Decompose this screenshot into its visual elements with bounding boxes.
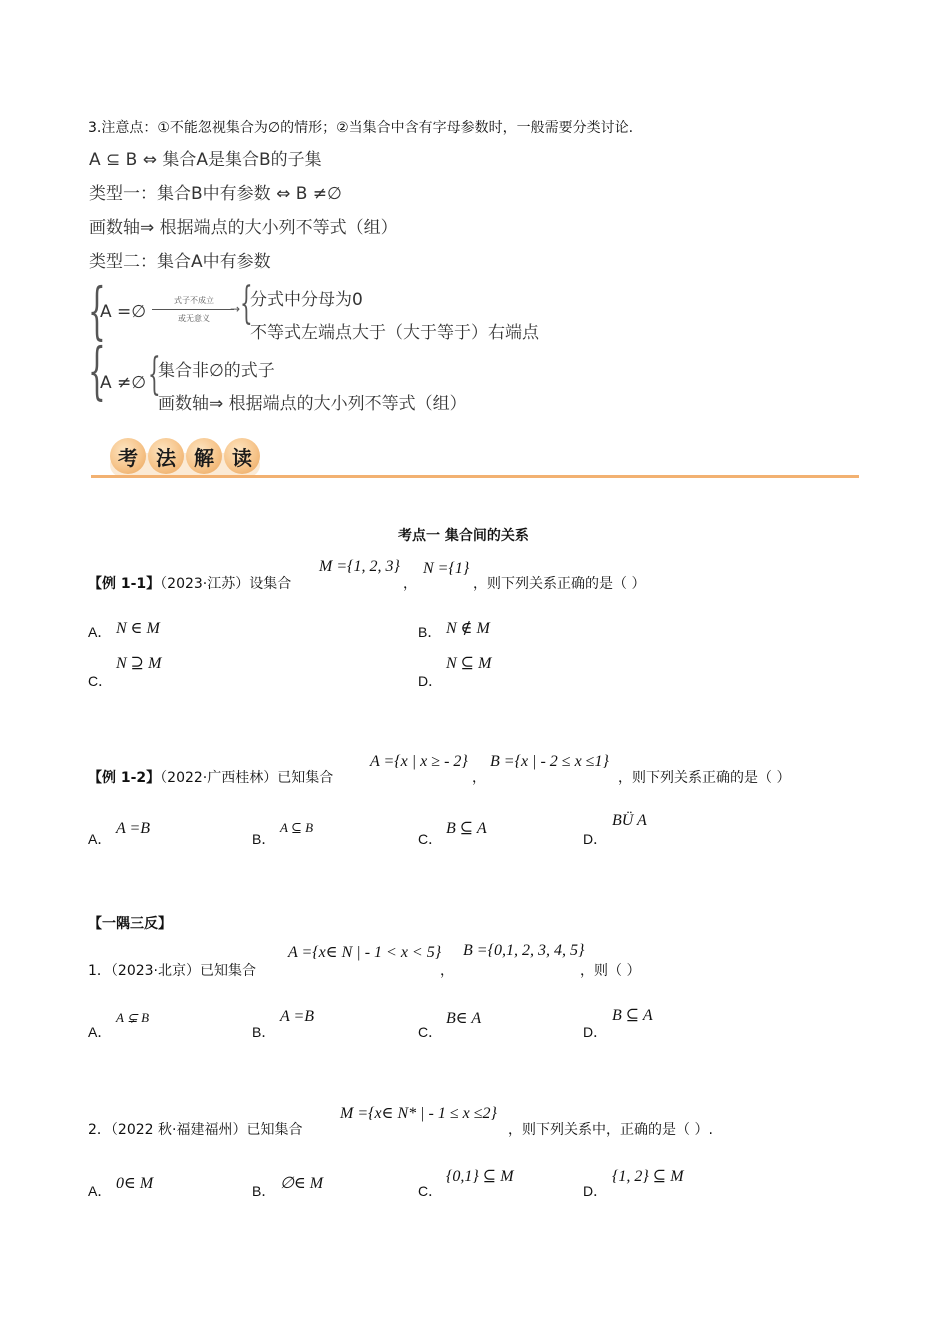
q1-tail: ，则（ ）: [580, 963, 641, 979]
q2-stem: [88, 1119, 302, 1139]
case-empty-item-2: 不等式左端点大于（大于等于）右端点: [250, 323, 539, 343]
option-d-expr: N ⊆ M: [446, 655, 492, 672]
option-b-label[interactable]: B．: [252, 1024, 276, 1040]
option-a-expr: A =B: [116, 820, 151, 837]
section-title: 考点一 集合间的关系: [398, 528, 529, 544]
example-source: （2022·广西桂林）已知集合: [160, 770, 334, 786]
banner-char-2: 法: [148, 438, 184, 474]
condition-arrow: [148, 296, 240, 324]
q1-stem: [88, 960, 256, 980]
set-m-expr: M ={1, 2, 3}: [319, 558, 400, 575]
option-b-expr: A ⊆ B: [280, 820, 314, 835]
practice-heading: 【一隅三反】: [88, 916, 172, 932]
option-b-label[interactable]: B．: [418, 624, 442, 640]
caution-note: 3.注意点：①不能忽视集合为∅的情形；②当集合中含有字母参数时，一般需要分类讨论.: [88, 120, 634, 136]
case-empty-item-1: 分式中分母为0: [250, 290, 363, 310]
q1-set-b-expr: B ={0,1, 2, 3, 4, 5}: [463, 942, 585, 959]
outer-brace: {: [88, 274, 106, 347]
arrow-label-top: 式子不成立: [174, 296, 214, 305]
option-d-expr: {1, 2} ⊆ M: [612, 1168, 684, 1185]
option-c-label[interactable]: C．: [88, 673, 113, 689]
empty-case-brace: {: [240, 278, 253, 329]
case-nonempty-item-2: 画数轴⇒ 根据端点的大小列不等式（组）: [158, 394, 467, 414]
nonempty-case-brace: {: [148, 349, 161, 400]
option-b-expr: A =B: [280, 1008, 315, 1025]
option-a-label[interactable]: A．: [88, 1183, 112, 1199]
q2-tail: ，则下列关系中，正确的是（ ）.: [508, 1122, 713, 1138]
option-c-expr: N ⊇ M: [116, 655, 162, 672]
option-b-expr: N ∉ M: [446, 620, 490, 637]
arrow-label-bottom: 或无意义: [178, 314, 210, 323]
separator: ，: [440, 963, 454, 979]
example-tag: 【例 1-2】: [88, 770, 161, 786]
option-b-expr: ∅∈ M: [280, 1175, 324, 1192]
case-empty-label: A =∅: [100, 302, 147, 322]
set-n-expr: N ={1}: [423, 560, 470, 577]
option-a-label[interactable]: A．: [88, 1024, 112, 1040]
question-number: 1．: [88, 963, 111, 979]
question-source: （2023·北京）已知集合: [110, 963, 257, 979]
example-1-2-tag: [88, 767, 333, 787]
question-number: 2．: [88, 1122, 111, 1138]
banner-char-3: 解: [186, 438, 222, 474]
example-1-2-tail: ，则下列关系正确的是（ ）: [618, 770, 791, 786]
set-a-expr: A ={x | x ≥ - 2}: [370, 753, 468, 770]
option-a-label[interactable]: A．: [88, 624, 112, 640]
separator: ，: [472, 770, 486, 786]
case-nonempty-item-1: 集合非∅的式子: [158, 361, 275, 381]
option-a-expr: A ⊊ B: [116, 1010, 150, 1025]
subset-definition: A ⊆ B ⇔ 集合A是集合B的子集: [89, 150, 322, 170]
type-two-note: 类型二：集合A中有参数: [89, 252, 271, 272]
outer-brace-lower: {: [88, 334, 106, 407]
set-b-expr: B ={x | - 2 ≤ x ≤1}: [490, 753, 609, 770]
option-d-label[interactable]: D．: [583, 1024, 608, 1040]
type-one-note: 类型一：集合B中有参数 ⇔ B ≠∅: [89, 184, 342, 204]
q2-set-m-expr: M ={x∈ N* | - 1 ≤ x ≤2}: [340, 1105, 497, 1122]
option-c-expr: B∈ A: [446, 1010, 482, 1027]
example-source: （2023·江苏）设集合: [160, 576, 292, 592]
option-d-label[interactable]: D．: [418, 673, 443, 689]
example-1-1-tag: [88, 573, 291, 593]
number-line-note: 画数轴⇒ 根据端点的大小列不等式（组）: [89, 218, 398, 238]
option-c-expr: B ⊆ A: [446, 820, 487, 837]
banner-char-1: 考: [110, 438, 146, 474]
question-source: （2022 秋·福建福州）已知集合: [110, 1122, 303, 1138]
example-tag: 【例 1-1】: [88, 576, 161, 592]
option-a-expr: N ∈ M: [116, 620, 160, 637]
option-d-label[interactable]: D．: [583, 831, 608, 847]
option-b-label[interactable]: B．: [252, 1183, 276, 1199]
option-c-label[interactable]: C．: [418, 1024, 443, 1040]
option-a-expr: 0∈ M: [116, 1175, 154, 1192]
case-nonempty-label: A ≠∅: [100, 373, 147, 393]
separator: ，: [403, 576, 417, 592]
arrow-line: →: [148, 306, 240, 314]
option-c-label[interactable]: C．: [418, 831, 443, 847]
banner-rule: [91, 475, 859, 478]
example-1-1-tail: ，则下列关系正确的是（ ）: [473, 576, 646, 592]
option-d-expr: B ⊆ A: [612, 1007, 653, 1024]
option-b-label[interactable]: B．: [252, 831, 276, 847]
banner-char-4: 读: [224, 438, 260, 474]
option-d-label[interactable]: D．: [583, 1183, 608, 1199]
option-a-label[interactable]: A．: [88, 831, 112, 847]
option-c-label[interactable]: C．: [418, 1183, 443, 1199]
q1-set-a-expr: A ={x∈ N | - 1 < x < 5}: [288, 944, 442, 961]
option-c-expr: {0,1} ⊆ M: [446, 1168, 514, 1185]
option-d-expr: BÜ A: [612, 812, 647, 829]
